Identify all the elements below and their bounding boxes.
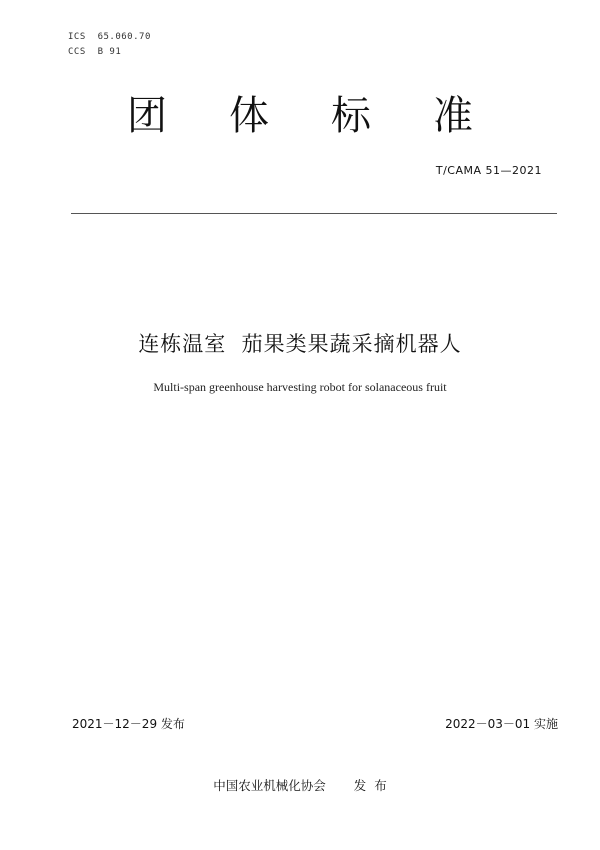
standard-type-heading — [0, 88, 600, 144]
publisher-line — [0, 776, 600, 794]
publisher-action: 发 布 — [353, 778, 387, 793]
document-title-chinese: 连栋温室 茄果类果蔬采摘机器人 — [138, 332, 462, 356]
header-divider — [71, 213, 557, 214]
implementation-date: 2022－03－01 实施 — [445, 717, 558, 731]
ics-code: ICS 65.060.70 — [68, 32, 151, 42]
document-title-english: Multi-span greenhouse harvesting robot for solanaceous fruit — [153, 380, 447, 394]
ccs-code: CCS B 91 — [68, 47, 122, 57]
standard-type-char: 标 — [331, 93, 371, 139]
publisher-organization: 中国农业机械化协会 — [213, 778, 326, 793]
standard-type-char: 体 — [229, 93, 269, 139]
standard-number: T/CAMA 51—2021 — [435, 164, 542, 177]
issue-date: 2021－12－29 发布 — [72, 717, 185, 731]
classification-codes — [68, 30, 151, 60]
standard-type-char: 准 — [433, 93, 473, 139]
standard-type-char: 团 — [127, 93, 167, 139]
